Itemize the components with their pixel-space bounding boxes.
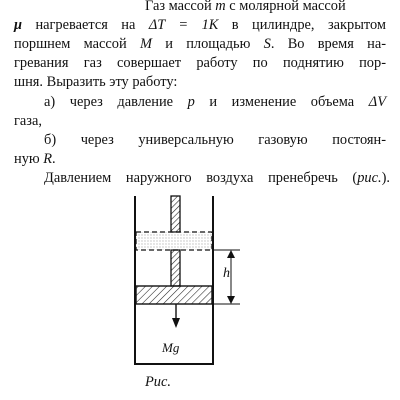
piston [136, 286, 212, 304]
arrow-head-up [227, 250, 235, 258]
delta-t: ΔT = 1K [148, 17, 219, 33]
symbol-S: S [263, 36, 271, 52]
text-fragment: ную [14, 151, 44, 167]
force-label: Mg [162, 340, 180, 355]
text-fragment: а) через давление [44, 94, 188, 110]
figure-reference: рис. [357, 170, 382, 186]
text-line-5: шня. Выразить эту работу: [14, 74, 178, 90]
gravity-arrow [172, 304, 180, 328]
text-line-8: б) через универсальную газовую постоян- [44, 132, 386, 148]
symbol-mu: μ [14, 17, 23, 33]
text-fragment: . Во время на- [270, 36, 386, 52]
rod-upper [171, 196, 180, 232]
text-fragment: в цилиндре, закрытом [218, 17, 386, 33]
figure-caption: Рис. [145, 374, 171, 390]
text-fragment: поршнем массой [14, 36, 140, 52]
arrow-head-down [227, 296, 235, 304]
height-label: h [223, 266, 230, 281]
text-fragment: Газ массой [145, 0, 216, 14]
symbol-p: p [187, 94, 195, 110]
text-fragment: . [52, 151, 56, 167]
force-arrow-head [172, 318, 180, 328]
symbol-m: m [215, 0, 226, 14]
delta-v: ΔV [368, 94, 387, 110]
text-fragment: Давлением наружного воздуха пренебречь ( [44, 170, 358, 186]
text-fragment: ). [381, 170, 390, 186]
piston-initial-position [136, 232, 212, 250]
text-fragment: и площадью [151, 36, 264, 52]
text-fragment: нагревается на [22, 17, 149, 33]
text-line-7: газа, [14, 113, 42, 129]
symbol-R: R [43, 151, 53, 167]
text-line-4: гревания газ совершает работу по поднятию пор- [14, 55, 386, 71]
symbol-M: M [139, 36, 152, 52]
rod-lower [171, 250, 180, 286]
text-fragment: с молярной массой [225, 0, 346, 14]
text-fragment: и изменение объема [194, 94, 369, 110]
